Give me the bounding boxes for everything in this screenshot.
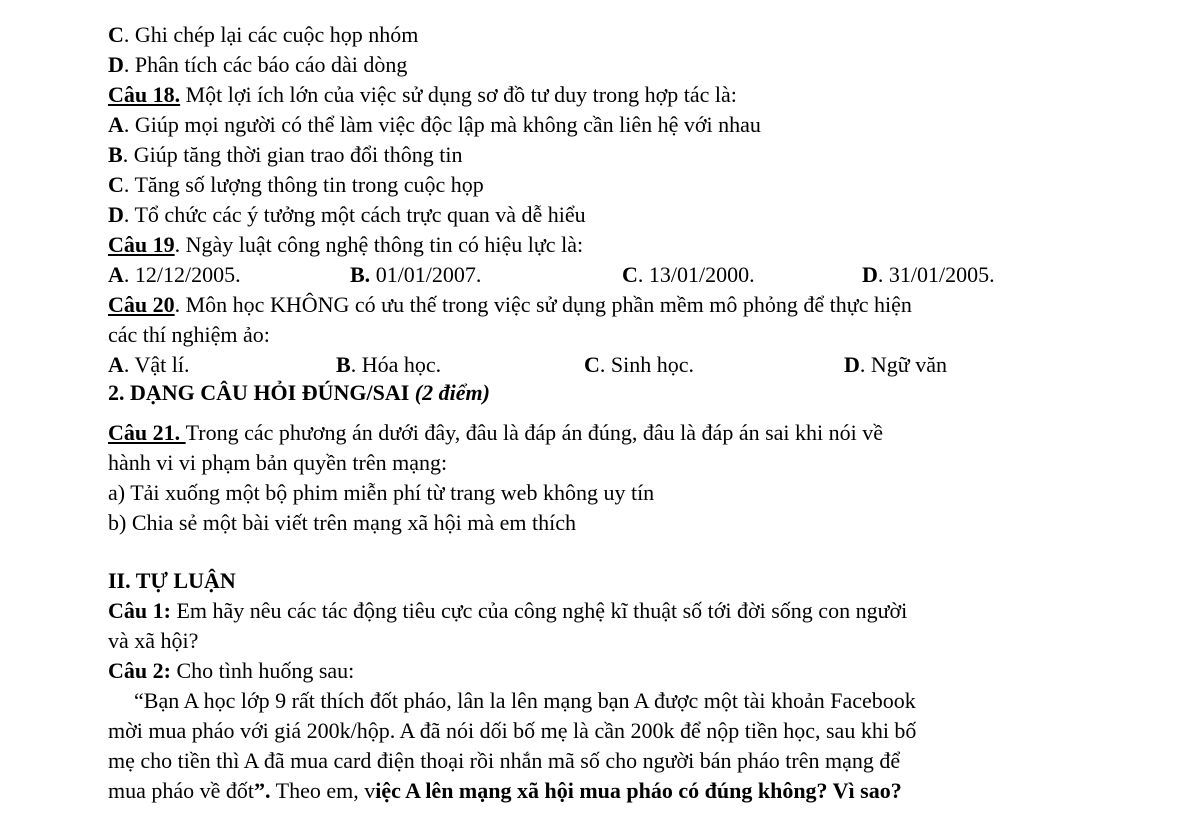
option-text: . Giúp mọi người có thể làm việc độc lập mà không cần liên hệ với nhau (123, 112, 761, 137)
option-letter: C (584, 352, 600, 377)
q19-option-b (350, 260, 481, 290)
option-text: . 13/01/2000. (637, 262, 755, 287)
option-text: . Ghi chép lại các cuộc họp nhóm (123, 22, 419, 47)
q18-option-c (108, 170, 484, 200)
q20-option-a (108, 350, 189, 380)
q20-option-c (584, 350, 694, 380)
q21-item-b (108, 508, 576, 538)
question-text: . Môn học KHÔNG có ưu thế trong việc sử dụng phần mềm mô phỏng để thực hiện (174, 292, 912, 317)
option-text: . Tăng số lượng thông tin trong cuộc họp (123, 172, 484, 197)
scenario-line-1 (134, 686, 916, 716)
q19-option-c (622, 260, 755, 290)
option-letter: D (844, 352, 860, 377)
option-letter: C (108, 22, 124, 47)
option-text: . 12/12/2005. (123, 262, 241, 287)
option-letter: C (108, 172, 124, 197)
question-text: Em hãy nêu các tác động tiêu cực của công nghệ kĩ thuật số tới đời sống con người (170, 598, 908, 623)
q20-option-b (336, 350, 441, 380)
q18-stem (108, 80, 737, 110)
question-text: Cho tình huống sau: (170, 658, 355, 683)
question-prompt: iệc A lên mạng xã hội mua pháo có đúng không? Vì sao? (375, 778, 902, 803)
scenario-text: mời mua pháo với giá 200k/hộp. A đã nói dối bố mẹ là cần 200k để nộp tiền học, sau khi bố (108, 718, 917, 743)
question-label: Câu 2: (108, 658, 171, 683)
option-letter: A (108, 352, 124, 377)
essay-q1-continued (108, 626, 198, 656)
scenario-text: “Bạn A học lớp 9 rất thích đốt pháo, lân la lên mạng bạn A được một tài khoản Facebook (134, 688, 916, 713)
question-label: Câu 20 (108, 292, 175, 317)
question-label: Câu 21. (108, 420, 186, 445)
q21-stem (108, 418, 883, 448)
q17-option-d (108, 50, 407, 80)
option-letter: A (108, 262, 124, 287)
essay-q2 (108, 656, 354, 686)
part-title: II. TỰ LUẬN (108, 568, 236, 593)
q19-option-a (108, 260, 241, 290)
option-text: . Ngữ văn (859, 352, 947, 377)
option-text: . Hóa học. (350, 352, 442, 377)
scenario-line-3 (108, 746, 900, 776)
section-heading-true-false (108, 378, 490, 408)
q19-stem (108, 230, 583, 260)
option-text: . Phân tích các báo cáo dài dòng (123, 52, 408, 77)
question-text: Một lợi ích lớn của việc sử dụng sơ đồ tư duy trong hợp tác là: (180, 82, 737, 107)
option-text: . 31/01/2005. (877, 262, 995, 287)
q21-item-a (108, 478, 654, 508)
statement-text: b) Chia sẻ một bài viết trên mạng xã hội mà em thích (108, 510, 576, 535)
q18-option-b (108, 140, 462, 170)
q21-stem-continued (108, 448, 447, 478)
option-letter: C (622, 262, 638, 287)
option-text: . Vật lí. (123, 352, 190, 377)
question-label: Câu 19 (108, 232, 175, 257)
closing-quote: ”. (254, 778, 271, 803)
question-text: và xã hội? (108, 628, 199, 653)
q20-stem (108, 290, 912, 320)
section-points: (2 điểm) (414, 380, 490, 405)
question-text: hành vi vi phạm bản quyền trên mạng: (108, 450, 448, 475)
scenario-line-4 (108, 776, 902, 806)
q18-option-a (108, 110, 761, 140)
option-letter: D (862, 262, 878, 287)
option-text: . Tổ chức các ý tưởng một cách trực quan và dễ hiểu (123, 202, 586, 227)
question-text: . Ngày luật công nghệ thông tin có hiệu lực là: (174, 232, 584, 257)
section-title: 2. DẠNG CÂU HỎI ĐÚNG/SAI (108, 380, 415, 405)
option-letter: B. (350, 262, 371, 287)
scenario-text: mua pháo về đốt (108, 778, 255, 803)
question-text: Trong các phương án dưới đây, đâu là đáp án đúng, đâu là đáp án sai khi nói về (185, 420, 884, 445)
statement-text: a) Tải xuống một bộ phim miễn phí từ trang web không uy tín (108, 480, 655, 505)
question-label: Câu 1: (108, 598, 171, 623)
q20-option-d (844, 350, 947, 380)
option-letter: D (108, 52, 124, 77)
essay-q1 (108, 596, 907, 626)
scenario-line-2 (108, 716, 916, 746)
option-letter: A (108, 112, 124, 137)
option-text: . Giúp tăng thời gian trao đổi thông tin (122, 142, 463, 167)
scenario-text: Theo em, v (270, 778, 376, 803)
scenario-text: mẹ cho tiền thì A đã mua card điện thoại rồi nhắn mã số cho người bán pháo trên mạng để (108, 748, 901, 773)
q18-option-d (108, 200, 586, 230)
part-heading-essay (108, 566, 236, 596)
option-letter: B (336, 352, 351, 377)
option-letter: D (108, 202, 124, 227)
question-label: Câu 18. (108, 82, 181, 107)
q19-option-d (862, 260, 995, 290)
question-text: các thí nghiệm ảo: (108, 322, 270, 347)
q20-stem-continued (108, 320, 270, 350)
option-text: . Sinh học. (599, 352, 695, 377)
q17-option-c (108, 20, 418, 50)
option-text: 01/01/2007. (370, 262, 482, 287)
option-letter: B (108, 142, 123, 167)
